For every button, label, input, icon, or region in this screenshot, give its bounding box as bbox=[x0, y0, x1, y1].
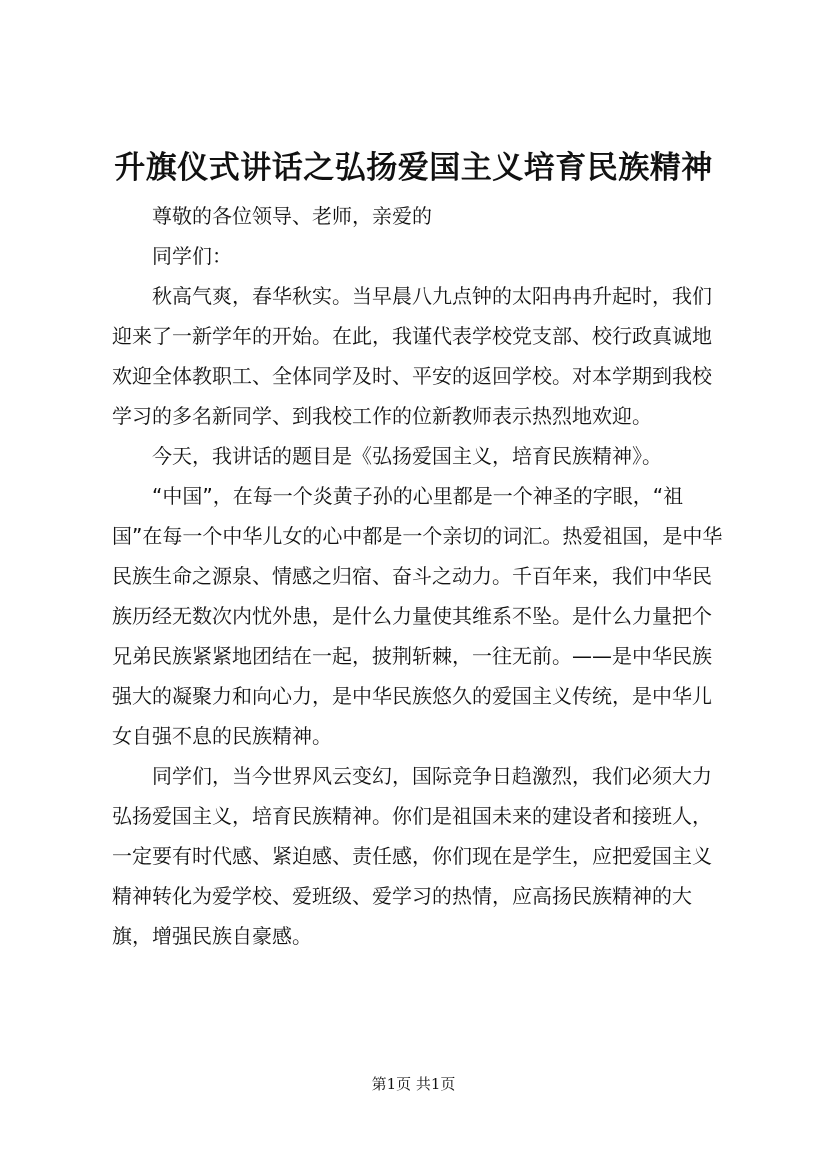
paragraph-salutation: 尊敬的各位领导、老师，亲爱的 bbox=[152, 204, 432, 228]
paragraph-topic: 今天，我讲话的题目是《弘扬爱国主义，培育民族精神》。 bbox=[152, 444, 662, 468]
page-footer: 第1页 共1页 bbox=[371, 1075, 456, 1093]
paragraph-opening: 秋高气爽，春华秋实。当早晨八九点钟的太阳冉冉升起时，我们迎来了一新学年的开始。在此，我谨代表学校党支部、校行政真诚地欢迎全体教职工、全体同学及时、平安的返回学校。对本学期到我校学习的多名新同学、到我校工作的位新教师表示热烈地欢迎。 bbox=[112, 284, 712, 428]
paragraph-china: “中国”，在每一个炎黄子孙的心里都是一个神圣的字眼，“祖国”在每一个中华儿女的心中都是一个亲切的词汇。热爱祖国，是中华民族生命之源泉、情感之归宿、奋斗之动力。千百年来，我们中华民族历经无数次内忧外患，是什么力量使其维系不坠。是什么力量把个兄弟民族紧紧地团结在一起，披荆斩棘，一往无前。——是中华民族强大的凝聚力和向心力，是中华民族悠久的爱国主义传统，是中华儿女自强不息的民族精神。 bbox=[112, 484, 723, 748]
paragraph-call-to-action: 同学们，当今世界风云变幻，国际竞争日趋激烈，我们必须大力弘扬爱国主义，培育民族精神。你们是祖国未来的建设者和接班人，一定要有时代感、紧迫感、责任感，你们现在是学生，应把爱国主义精神转化为爱学校、爱班级、爱学习的热情，应高扬民族精神的大旗，增强民族自豪感。 bbox=[112, 764, 712, 948]
document-body bbox=[112, 196, 724, 956]
paragraph-salutation-continued: 同学们： bbox=[152, 244, 232, 268]
page-title: 升旗仪式讲话之弘扬爱国主义培育民族精神 bbox=[114, 150, 713, 186]
